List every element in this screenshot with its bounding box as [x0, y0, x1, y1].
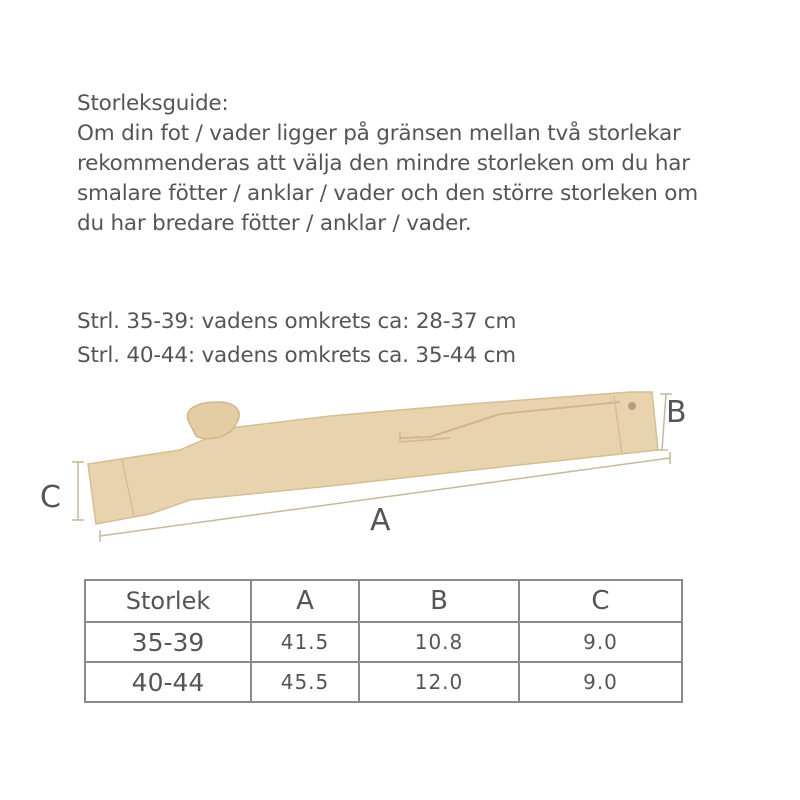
cell-size: 40-44 — [85, 662, 251, 702]
header-size: Storlek — [85, 580, 251, 622]
size-guide-text — [77, 89, 787, 239]
size-ranges — [77, 305, 516, 373]
zipper-pull — [628, 402, 636, 410]
guide-heading: Storleksguide: — [77, 91, 229, 116]
guide-line: Om din fot / vader ligger på gränsen mellan två storlekar — [77, 121, 681, 146]
header-c: C — [519, 580, 682, 622]
cell-b: 12.0 — [359, 662, 519, 702]
header-a: A — [251, 580, 359, 622]
table-row — [85, 622, 682, 662]
size-range-1: Strl. 35-39: vadens omkrets ca: 28-37 cm — [77, 309, 517, 334]
dimension-c-label: C — [40, 480, 61, 515]
cell-a: 45.5 — [251, 662, 359, 702]
product-diagram — [30, 380, 730, 560]
guide-line: rekommenderas att välja den mindre storleken om du har — [77, 151, 690, 176]
cell-size: 35-39 — [85, 622, 251, 662]
dimension-a-label: A — [370, 503, 391, 538]
cell-c: 9.0 — [519, 622, 682, 662]
size-range-2: Strl. 40-44: vadens omkrets ca. 35-44 cm — [77, 343, 516, 368]
dimension-b-label: B — [666, 395, 687, 430]
size-table — [84, 579, 683, 703]
cell-c: 9.0 — [519, 662, 682, 702]
table-row — [85, 662, 682, 702]
header-b: B — [359, 580, 519, 622]
cell-b: 10.8 — [359, 622, 519, 662]
table-header-row — [85, 580, 682, 622]
guide-line: du har bredare fötter / anklar / vader. — [77, 211, 472, 236]
cell-a: 41.5 — [251, 622, 359, 662]
guide-line: smalare fötter / anklar / vader och den större storleken om — [77, 181, 699, 206]
